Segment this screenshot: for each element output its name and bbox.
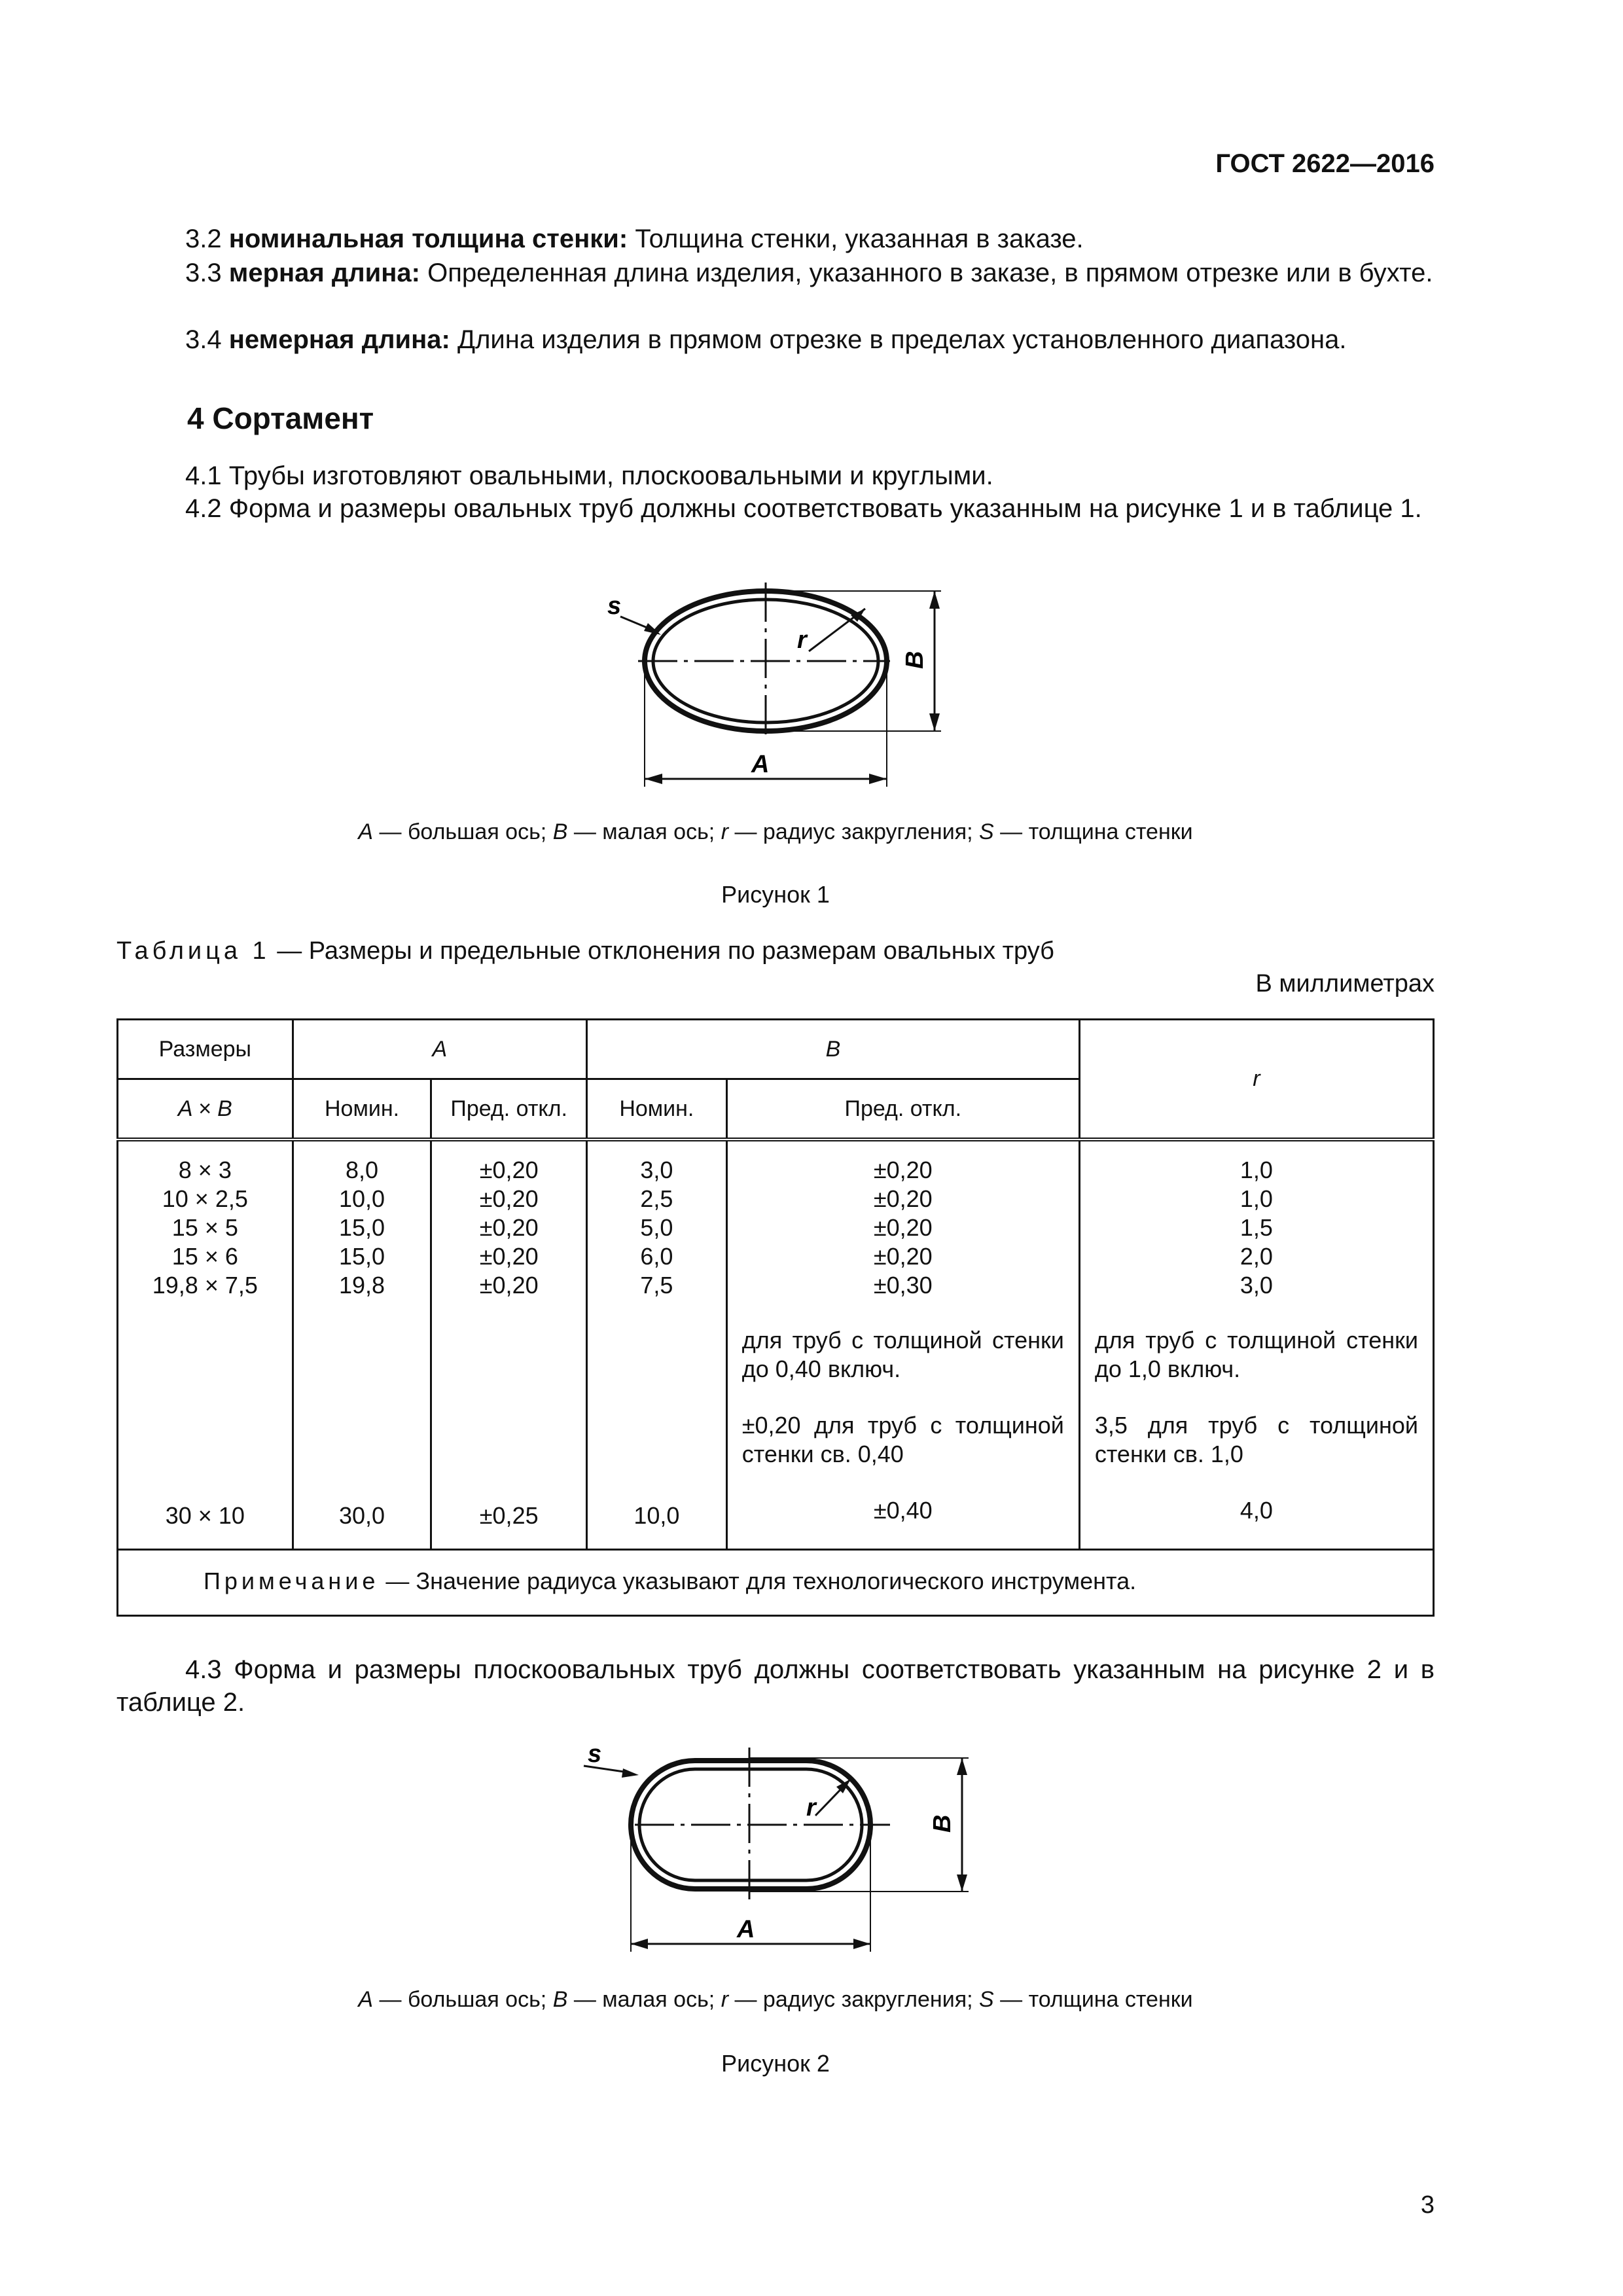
col-b-dev: [726, 1139, 1079, 1550]
table-body-row: [118, 1139, 1434, 1550]
table-note: [118, 1550, 1434, 1616]
cell: 10,0: [338, 1185, 385, 1212]
header-r: r: [1079, 1020, 1433, 1140]
cell: ±0,25: [479, 1502, 539, 1529]
legend-b: B: [552, 819, 568, 844]
cell: 1,0: [1240, 1185, 1273, 1212]
legend-a-text: — большая ось;: [373, 819, 553, 844]
cell: ±0,20: [873, 1243, 933, 1270]
paragraph-4-3: 4.3 Форма и размеры плоскоовальных труб должны соответствовать указанным на рисунке 2 и в таблице 2.: [116, 1655, 1435, 1717]
cell: 30,0: [338, 1502, 385, 1529]
header-axb: A × B: [118, 1079, 293, 1140]
legend-a: A: [358, 819, 374, 844]
cell: 3,0: [640, 1157, 673, 1183]
col-a-nom: [293, 1139, 431, 1550]
cell: ±0,20: [873, 1214, 933, 1241]
legend-r-text: — радиус закругления;: [728, 1987, 979, 2012]
label-a: A: [751, 751, 770, 778]
header-sizes: Размеры: [118, 1020, 293, 1079]
cell: 10 × 2,5: [162, 1185, 248, 1212]
label-s: s: [607, 592, 622, 620]
term-name: номинальная толщина стенки:: [228, 224, 628, 253]
cell: 10,0: [633, 1502, 680, 1529]
header-a: A: [293, 1020, 586, 1079]
table-1: [116, 1018, 1435, 1617]
cell: 15 × 5: [171, 1214, 238, 1241]
paragraph-4-1: 4.1 Трубы изготовляют овальными, плоскоовальными и круглыми.: [185, 461, 993, 490]
figure-1-oval-tube: [589, 583, 955, 792]
term-number: 3.3: [185, 259, 222, 287]
label-b: B: [901, 651, 929, 669]
cell: 15,0: [338, 1214, 385, 1241]
cell: 8,0: [346, 1157, 379, 1183]
figure-1-title: Рисунок 1: [721, 881, 830, 908]
cell: ±0,30: [873, 1272, 933, 1299]
section-title: 4 Сортамент: [187, 401, 374, 435]
table-units: В миллиметрах: [1255, 970, 1435, 997]
cell: 7,5: [640, 1272, 673, 1299]
cell: ±0,20: [479, 1185, 539, 1212]
note-cell: для труб с толщиной стенки до 1,0 включ.: [1094, 1327, 1418, 1382]
term-name: немерная длина:: [228, 325, 450, 354]
term-3-4: [116, 323, 1435, 356]
cell: 3,0: [1240, 1272, 1273, 1299]
cell: ±0,40: [873, 1497, 933, 1524]
header-b: B: [587, 1020, 1080, 1079]
label-r: r: [806, 1794, 816, 1821]
paragraph-4-2: 4.2 Форма и размеры овальных труб должны соответствовать указанным на рисунке 1 и в таблице 1.: [185, 494, 1422, 523]
cell: 5,0: [640, 1214, 673, 1241]
table-title-prefix: Таблица 1: [116, 937, 270, 965]
cell: 19,8: [338, 1272, 385, 1299]
legend-b-text: — малая ось;: [567, 1987, 721, 2012]
header-dev-a: Пред. откл.: [431, 1079, 587, 1140]
figure-2-title: Рисунок 2: [721, 2050, 830, 2077]
cell: 1,0: [1240, 1157, 1273, 1183]
legend-s: S: [979, 819, 994, 844]
label-b: B: [929, 1814, 956, 1833]
note-cell: для труб с толщиной стенки до 0,40 включ.: [741, 1327, 1064, 1382]
note-prefix: Примечание: [204, 1568, 380, 1594]
label-s: s: [588, 1748, 602, 1768]
cell: ±0,20: [873, 1157, 933, 1183]
cell: 2,5: [640, 1185, 673, 1212]
label-a: A: [737, 1916, 755, 1943]
cell: 4,0: [1240, 1497, 1273, 1524]
figure-2-flat-oval-tube: [576, 1748, 982, 1957]
legend-r: r: [721, 1987, 729, 2012]
term-number: 3.2: [185, 224, 222, 253]
legend-s-text: — толщина стенки: [993, 819, 1193, 844]
cell: 15 × 6: [171, 1243, 238, 1270]
cell: 1,5: [1240, 1214, 1273, 1241]
term-3-2: [116, 223, 1435, 255]
note-cell: 3,5 для труб с толщиной стенки св. 1,0: [1094, 1412, 1418, 1467]
cell: 8 × 3: [178, 1157, 232, 1183]
legend-a: A: [358, 1987, 374, 2012]
cell: ±0,20: [479, 1214, 539, 1241]
term-name: мерная длина:: [228, 259, 420, 287]
cell: 30 × 10: [165, 1502, 245, 1529]
page-number: 3: [1420, 2191, 1435, 2219]
cell: ±0,20: [479, 1243, 539, 1270]
col-a-dev: [431, 1139, 587, 1550]
figure-2-legend: [0, 1987, 1551, 2013]
legend-b-text: — малая ось;: [567, 819, 721, 844]
cell: 19,8 × 7,5: [152, 1272, 258, 1299]
header-nom-a: Номин.: [293, 1079, 431, 1140]
label-r: r: [797, 626, 807, 654]
standard-number: ГОСТ 2622—2016: [1215, 149, 1435, 178]
col-r: [1079, 1139, 1433, 1550]
legend-r: r: [721, 819, 729, 844]
figure-1-legend: [0, 819, 1551, 845]
cell: ±0,20: [479, 1272, 539, 1299]
col-b-nom: [587, 1139, 727, 1550]
legend-r-text: — радиус закругления;: [728, 819, 979, 844]
cell: ±0,20: [479, 1157, 539, 1183]
legend-s: S: [979, 1987, 994, 2012]
cell: ±0,20: [873, 1185, 933, 1212]
header-nom-b: Номин.: [587, 1079, 727, 1140]
table-1-title: [116, 937, 1054, 965]
note-text: — Значение радиуса указывают для технологического инструмента.: [379, 1568, 1137, 1594]
term-number: 3.4: [185, 325, 222, 354]
cell: 15,0: [338, 1243, 385, 1270]
header-dev-b: Пред. откл.: [726, 1079, 1079, 1140]
term-definition: Определенная длина изделия, указанного в заказе, в прямом отрезке или в бухте.: [427, 259, 1433, 287]
term-definition: Толщина стенки, указанная в заказе.: [635, 224, 1084, 253]
cell: 2,0: [1240, 1243, 1273, 1270]
legend-a-text: — большая ось;: [373, 1987, 553, 2012]
cell: 6,0: [640, 1243, 673, 1270]
col-size: [118, 1139, 293, 1550]
term-3-3: [116, 257, 1435, 289]
legend-b: B: [552, 1987, 568, 2012]
legend-s-text: — толщина стенки: [993, 1987, 1193, 2012]
table-title-text: — Размеры и предельные отклонения по размерам овальных труб: [270, 937, 1054, 965]
note-cell: ±0,20 для труб с толщиной стенки св. 0,40: [741, 1412, 1064, 1467]
term-definition: Длина изделия в прямом отрезке в пределах установленного диапазона.: [457, 325, 1347, 354]
